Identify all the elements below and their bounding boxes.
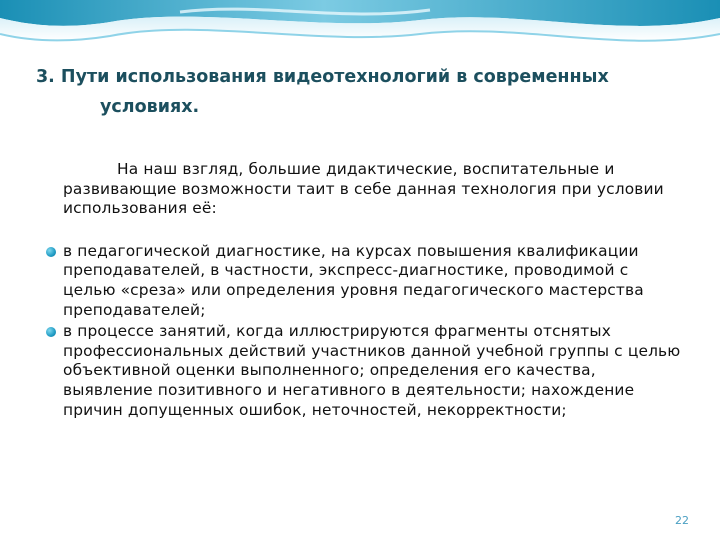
bullet-dot-icon xyxy=(46,247,56,257)
header-wave-decoration xyxy=(0,0,720,62)
slide-title-line2: условиях. xyxy=(100,97,200,117)
slide-body xyxy=(63,160,683,422)
slide-title-line1: 3. Пути использования видеотехнологий в современных xyxy=(36,67,609,87)
page-number: 22 xyxy=(675,514,689,527)
slide-title xyxy=(36,62,696,122)
bullet-item-2 xyxy=(63,322,683,420)
bullet-text-2: в процессе занятий, когда иллюстрируются фрагменты отснятых профессиональных действий участников данной учебной группы с целью объективной оценки выполненного; определения его качества, выявление позитивного и негативного в деятельности; нахождение причин допущенных ошибок, неточностей, некорректности; xyxy=(63,322,681,419)
bullet-item-1 xyxy=(63,242,683,320)
bullet-text-1: в педагогической диагностике, на курсах повышения квалификации преподавателей, в частности, экспресс-диагностике, проводимой с целью «среза» или определения уровня педагогического мастерства преподавателей; xyxy=(63,241,644,319)
intro-paragraph: На наш взгляд, большие дидактические, воспитательные и развивающие возможности таит в себе данная технология при условии использования её: xyxy=(63,160,664,218)
bullet-dot-icon xyxy=(46,327,56,337)
